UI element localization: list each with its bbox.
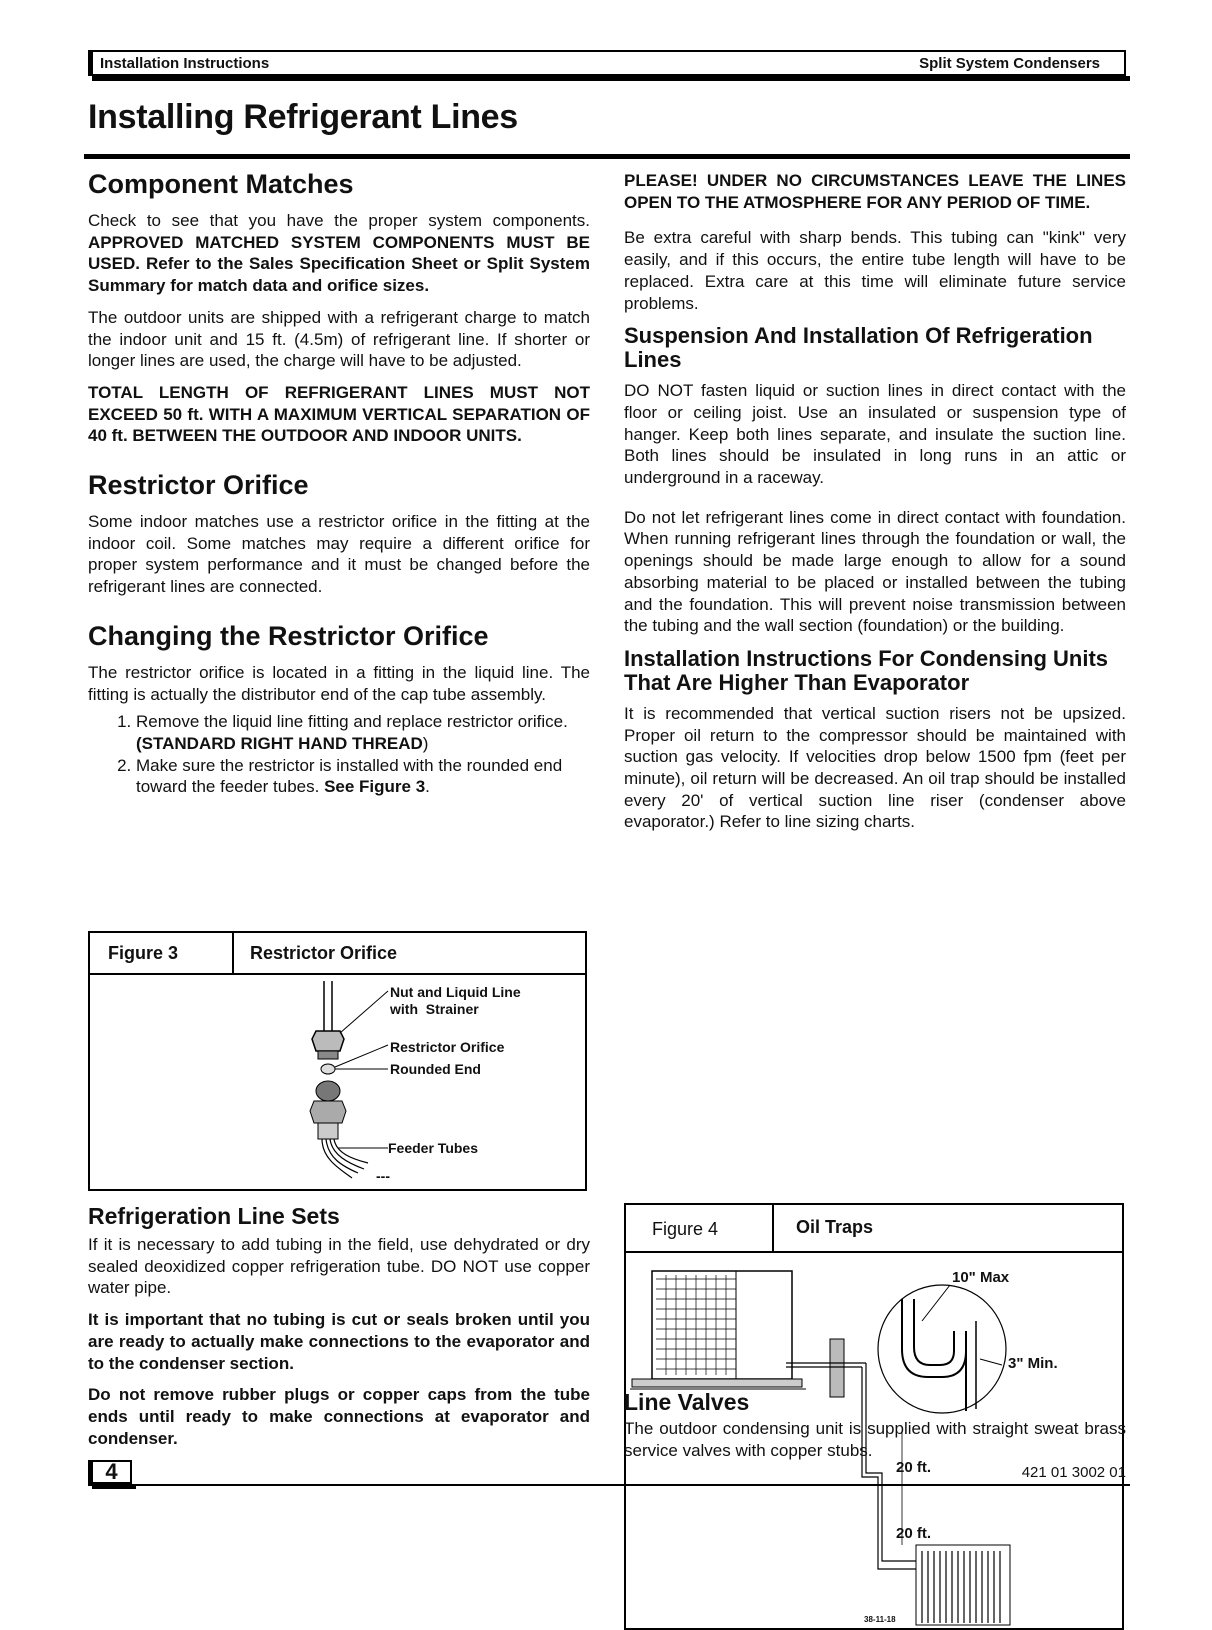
- step2-bold: See Figure 3: [324, 777, 426, 797]
- changing-step-2: [136, 755, 590, 798]
- ground-pad: [632, 1379, 802, 1387]
- distributor-body: [310, 1101, 346, 1123]
- orifice-shape: [321, 1064, 335, 1074]
- figure-4-divider: [772, 1205, 774, 1251]
- page-number: 4: [88, 1460, 132, 1484]
- label-feeder-tubes: Feeder Tubes: [388, 1140, 478, 1156]
- page-number-shadow: [92, 1484, 136, 1489]
- label-restrictor-orifice: Restrictor Orifice: [390, 1039, 505, 1055]
- changing-steps: [88, 711, 590, 798]
- component-matches-p1-normal: Check to see that you have the proper system components.: [88, 211, 590, 230]
- component-matches-p1-bold: APPROVED MATCHED SYSTEM COMPONENTS MUST BE USED. Refer to the Sales Specification Sheet or Split System Summary for match data and orifice sizes.: [88, 232, 590, 296]
- label-3-min: 3" Min.: [1008, 1355, 1058, 1372]
- figure-3-header: [90, 933, 585, 975]
- line-valves-p1: The outdoor condensing unit is supplied with straight sweat brass service valves with copper stubs.: [624, 1419, 1126, 1460]
- suspension-p1: DO NOT fasten liquid or suction lines in direct contact with the floor or ceiling joist. Use an insulated or suspension type of hanger. Keep both lines separate, and insulate the suction line. Both lines should be insulated in long runs in an attic or underground in a raceway.: [624, 381, 1126, 488]
- foundation-wall: [830, 1339, 844, 1397]
- label-10-max: 10" Max: [952, 1269, 1010, 1286]
- leader-nut: [340, 991, 388, 1033]
- suspension-heading: Suspension And Installation Of Refrigeration Lines: [624, 323, 1093, 373]
- label-20ft-lower: 20 ft.: [896, 1525, 932, 1542]
- header-left-text: Installation Instructions: [100, 55, 270, 72]
- line-sets-p1: If it is necessary to add tubing in the field, use dehydrated or dry sealed deoxidized copper refrigeration tube. DO NOT use copper water pipe.: [88, 1235, 590, 1298]
- label-nut-liquid-line: Nut and Liquid Line with Strainer: [390, 984, 521, 1017]
- changing-heading: Changing the Restrictor Orifice: [88, 620, 489, 651]
- component-matches-p2: The outdoor units are shipped with a refrigerant charge to match the indoor unit and 15 ft. (4.5m) of refrigerant line. If shorter or longer lines are used, the charge will have to be adjusted.: [88, 307, 590, 371]
- restrictor-orifice-heading: Restrictor Orifice: [88, 470, 309, 501]
- step1-normal: Remove the liquid line fitting and replace restrictor orifice.: [136, 712, 568, 732]
- label-dash: ---: [376, 1168, 390, 1184]
- figure-3-number: Figure 3: [108, 943, 179, 963]
- step2-normal: Make sure the restrictor is installed with the rounded end toward the feeder tubes.: [136, 755, 563, 797]
- suspension-p2: Do not let refrigerant lines come in direct contact with foundation. When running refrigerant lines through the foundation or wall, the openings should be made large enough to allow for a sound absorbing material to be placed or installed between the tubing and the foundation. This will prevent noise transmission between the tubing and the wall section (foundation) or the building.: [624, 507, 1126, 636]
- nut-collar: [318, 1051, 338, 1059]
- label-rounded-end: Rounded End: [390, 1061, 481, 1077]
- evaporator: [916, 1545, 1010, 1625]
- line-sets-heading: Refrigeration Line Sets: [88, 1203, 340, 1229]
- label-20ft-upper: 20 ft.: [896, 1459, 932, 1476]
- line-valves-heading: Line Valves: [624, 1389, 750, 1415]
- component-matches-warning: TOTAL LENGTH OF REFRIGERANT LINES MUST NOT EXCEED 50 ft. WITH A MAXIMUM VERTICAL SEPARATION OF 40 ft. BETWEEN THE OUTDOOR AND INDOOR UNITS.: [88, 382, 590, 446]
- line-sets-p3: Do not remove rubber plugs or copper caps from the tube ends until ready to make connections at evaporator and condenser.: [88, 1385, 590, 1448]
- please-warning: PLEASE! UNDER NO CIRCUMSTANCES LEAVE THE LINES OPEN TO THE ATMOSPHERE FOR ANY PERIOD OF TIME.: [624, 171, 1126, 212]
- figure-3: [88, 931, 587, 1191]
- nut-shape: [312, 1031, 344, 1051]
- component-matches-heading: Component Matches: [88, 169, 354, 199]
- figure-4-number: Figure 4: [652, 1219, 719, 1239]
- higher-heading: Installation Instructions For Condensing Units That Are Higher Than Evaporator: [624, 645, 1109, 695]
- header-right-text: Split System Condensers: [919, 55, 1100, 72]
- title-rule: [84, 154, 1130, 159]
- step2-end: .: [425, 777, 430, 797]
- right-column: [624, 170, 1126, 843]
- header-shadow: [92, 76, 1130, 81]
- higher-p1: It is recommended that vertical suction risers not be upsized. Proper oil return to the compressor should be maintained with suction gas velocity. If velocities drop below 1500 fpm (feet per minute), oil return will be decreased. An oil trap should be installed every 20' of vertical suction line riser (condenser above evaporator.) Refer to line sizing charts.: [624, 703, 1126, 832]
- condenser-unit: [652, 1271, 792, 1379]
- page-title: Installing Refrigerant Lines: [88, 98, 518, 136]
- component-matches-p1: [88, 210, 590, 297]
- step1-end: ): [422, 733, 429, 753]
- step1-bold: (STANDARD RIGHT HAND THREAD: [136, 733, 423, 753]
- figure-4-caption: Oil Traps: [796, 1217, 874, 1237]
- line-sets-section: [88, 1204, 590, 1459]
- line-valves-section: [624, 1390, 1126, 1471]
- restrictor-orifice-p1: Some indoor matches use a restrictor orifice in the fitting at the indoor coil. Some matches may require a different orifice for proper system performance and it must be changed before the refrigerant lines are connected.: [88, 512, 590, 597]
- figure-3-caption: Restrictor Orifice: [250, 943, 398, 963]
- line-sets-p2: It is important that no tubing is cut or seals broken until you are ready to actually make connections to the evaporator and to the condenser section.: [88, 1310, 590, 1373]
- document-number: 421 01 3002 01: [1021, 1464, 1126, 1481]
- feeder-tube-4: [334, 1139, 368, 1163]
- label-drawing-code: 38-11-18: [864, 1615, 896, 1624]
- footer-rule: [88, 1484, 1130, 1486]
- leader-orifice: [335, 1045, 388, 1067]
- changing-p1: The restrictor orifice is located in a fitting in the liquid line. The fitting is actually the distributor end of the cap tube assembly.: [88, 662, 590, 704]
- distributor-neck: [318, 1123, 338, 1139]
- left-column: [88, 166, 590, 808]
- figure-4-header: [626, 1205, 1122, 1253]
- changing-step-1: [136, 711, 590, 754]
- rounded-end-shape: [316, 1081, 340, 1101]
- sharp-bends-text: Be extra careful with sharp bends. This tubing can "kink" very easily, and if this occurs, the entire tube length will have to be replaced. Extra care at this time will eliminate future service problems.: [624, 228, 1126, 313]
- figure-3-divider: [232, 933, 234, 973]
